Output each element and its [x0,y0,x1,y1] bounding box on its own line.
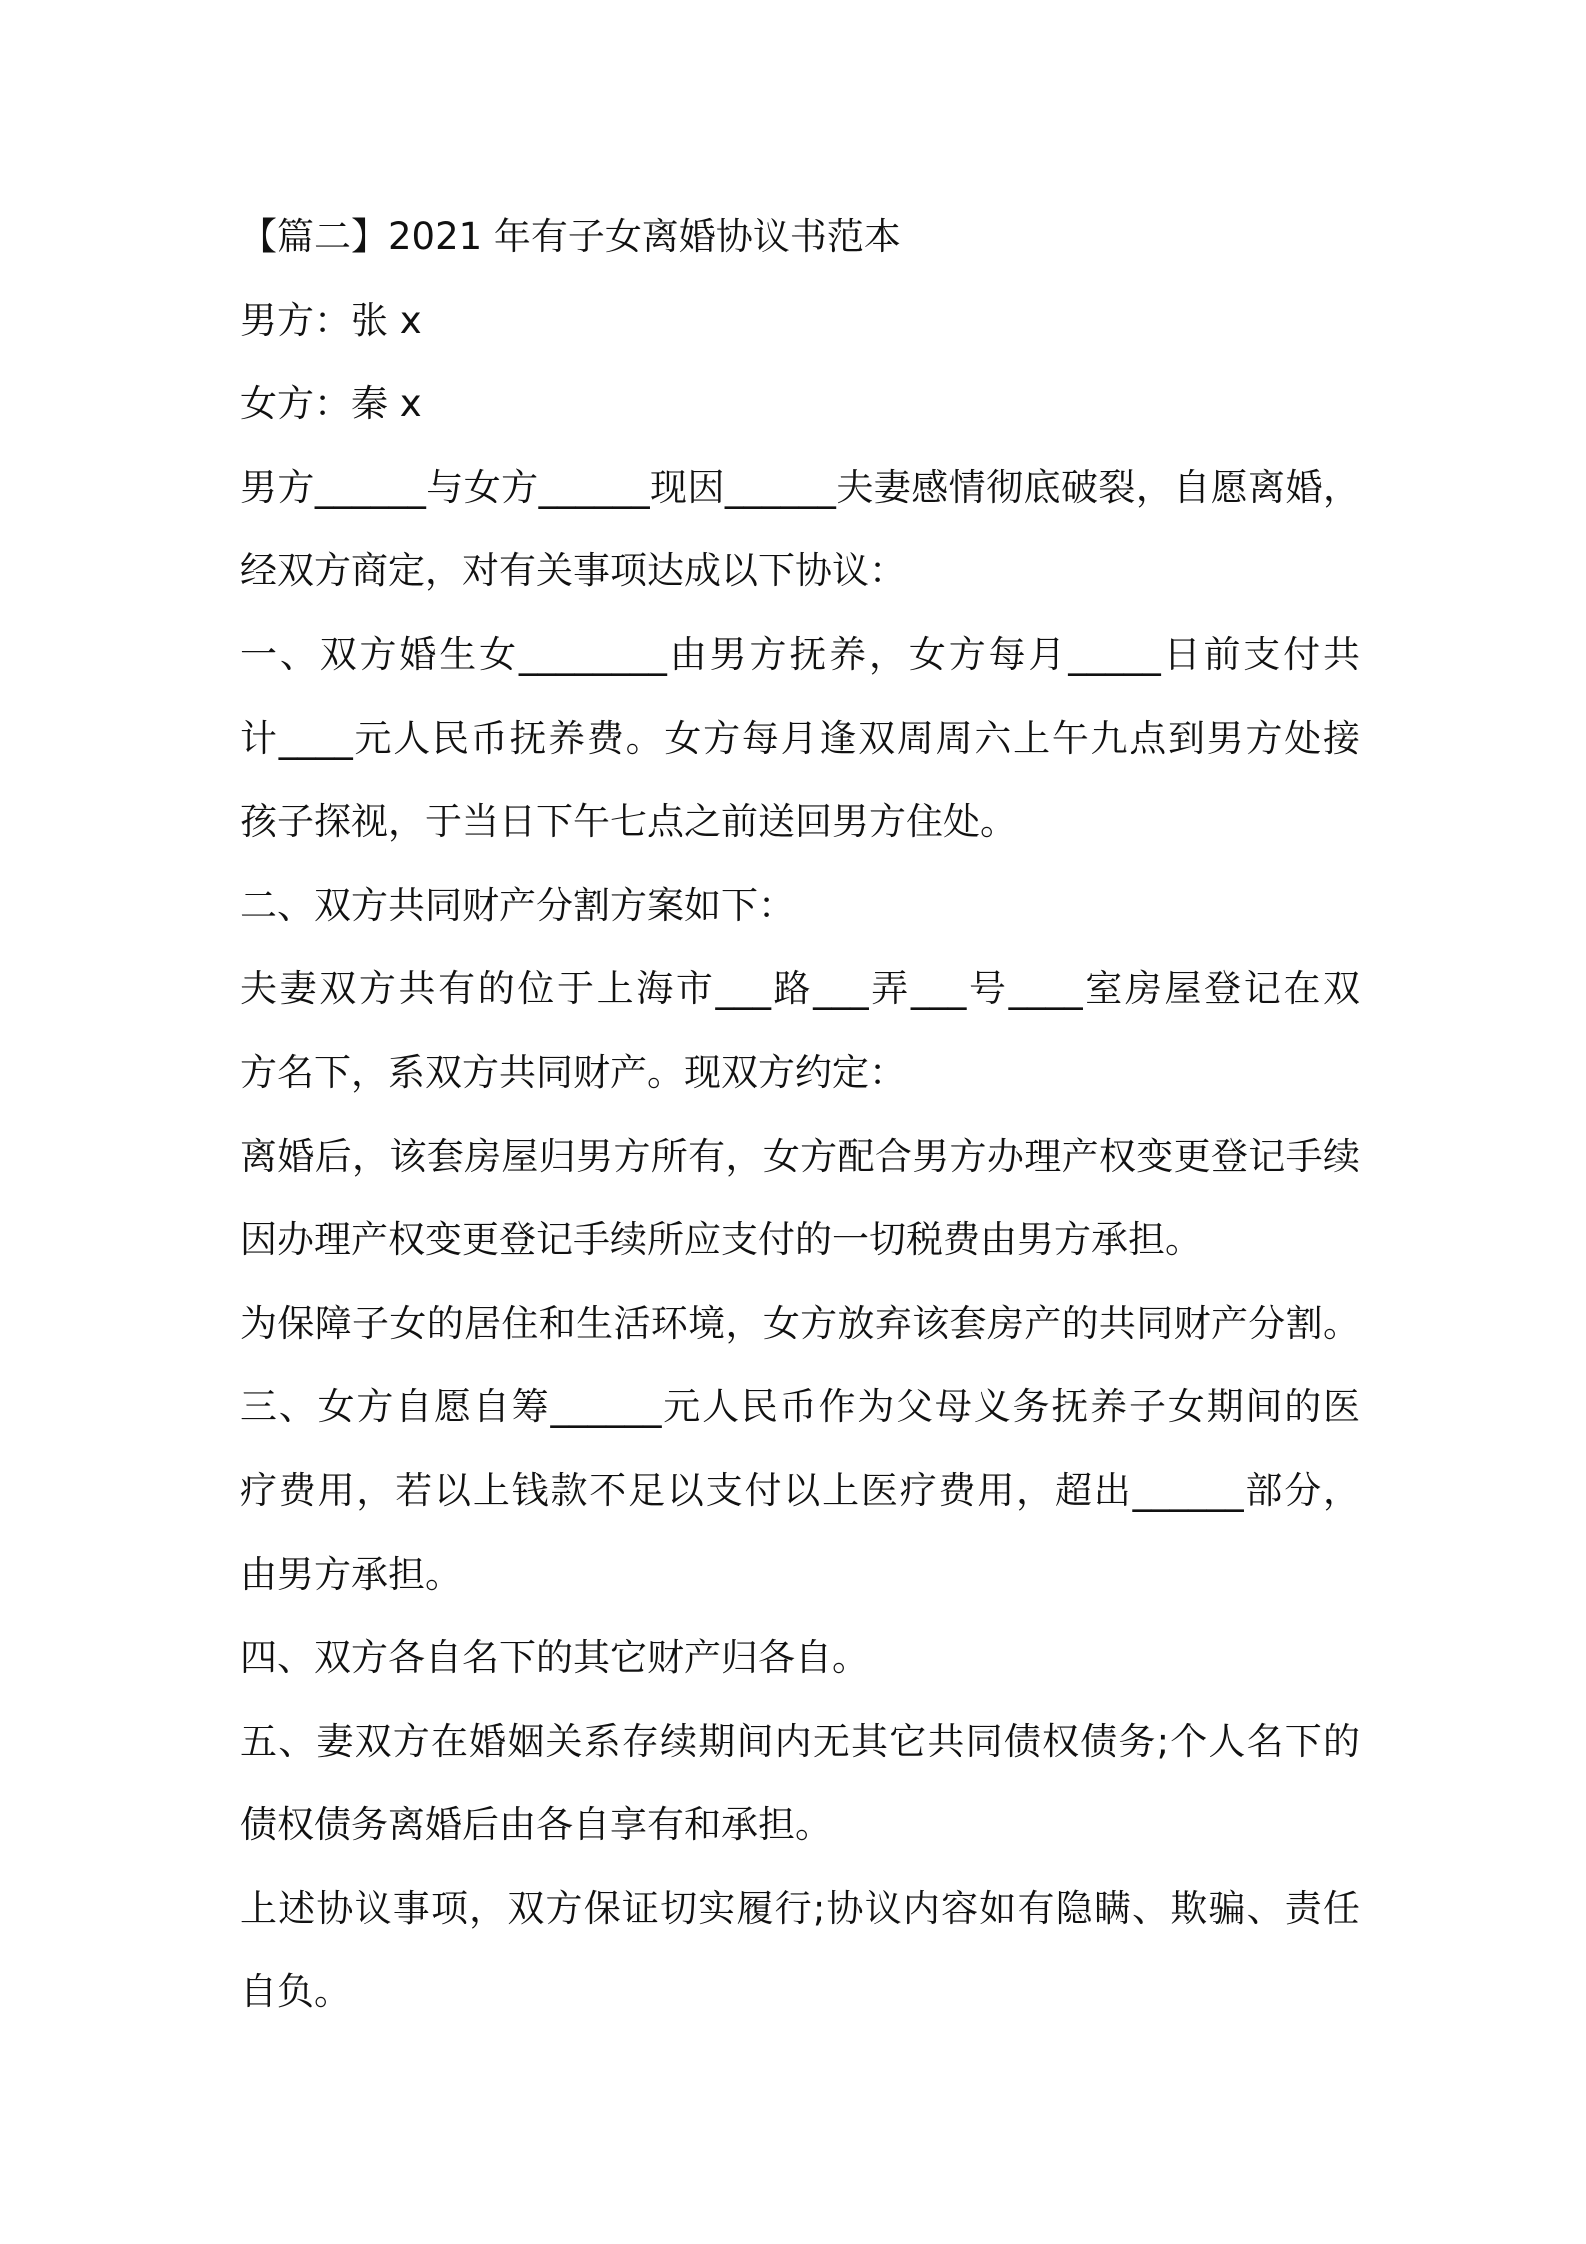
clause-4-line: 四、双方各自名下的其它财产归各自。 [240,1636,869,1680]
clause-1-line: 一、双方婚生女________由男方抚养，女方每月_____日前支付共 [240,632,1360,676]
clause-1-line: 计____元人民币抚养费。女方每月逢双周周六上午九点到男方处接 [240,716,1360,760]
wife-line: 女方：秦 x [240,382,422,426]
clause-3-line: 由男方承担。 [240,1552,462,1596]
clause-2-line: 因办理产权变更登记手续所应支付的一切税费由男方承担。 [240,1218,1202,1262]
clause-5-line: 五、妻双方在婚姻关系存续期间内无其它共同债权债务;个人名下的 [240,1719,1360,1763]
clause-2-line: 为保障子女的居住和生活环境，女方放弃该套房产的共同财产分割。 [240,1301,1360,1345]
husband-line: 男方：张 x [240,298,422,342]
paragraph-line: 男方______与女方______现因______夫妻感情彻底破裂，自愿离婚， [240,465,1360,509]
clause-2-line: 方名下，系双方共同财产。现双方约定： [240,1050,906,1094]
clause-3-line: 疗费用，若以上钱款不足以支付以上医疗费用，超出______部分， [240,1468,1360,1512]
clause-5-line: 债权债务离婚后由各自享有和承担。 [240,1803,832,1847]
paragraph-line: 经双方商定，对有关事项达成以下协议： [240,549,906,593]
document-body [240,195,1360,2034]
clause-2-line: 离婚后，该套房屋归男方所有，女方配合男方办理产权变更登记手续 [240,1134,1360,1178]
closing-line: 自负。 [240,1970,351,2014]
closing-line: 上述协议事项，双方保证切实履行;协议内容如有隐瞒、欺骗、责任 [240,1886,1360,1930]
document-title: 【篇二】2021 年有子女离婚协议书范本 [240,215,901,258]
clause-2-heading: 二、双方共同财产分割方案如下： [240,883,795,927]
clause-1-line: 孩子探视，于当日下午七点之前送回男方住处。 [240,800,1017,844]
clause-3-line: 三、女方自愿自筹______元人民币作为父母义务抚养子女期间的医 [240,1385,1360,1429]
clause-2-line: 夫妻双方共有的位于上海市___路___弄___号____室房屋登记在双 [240,967,1360,1011]
